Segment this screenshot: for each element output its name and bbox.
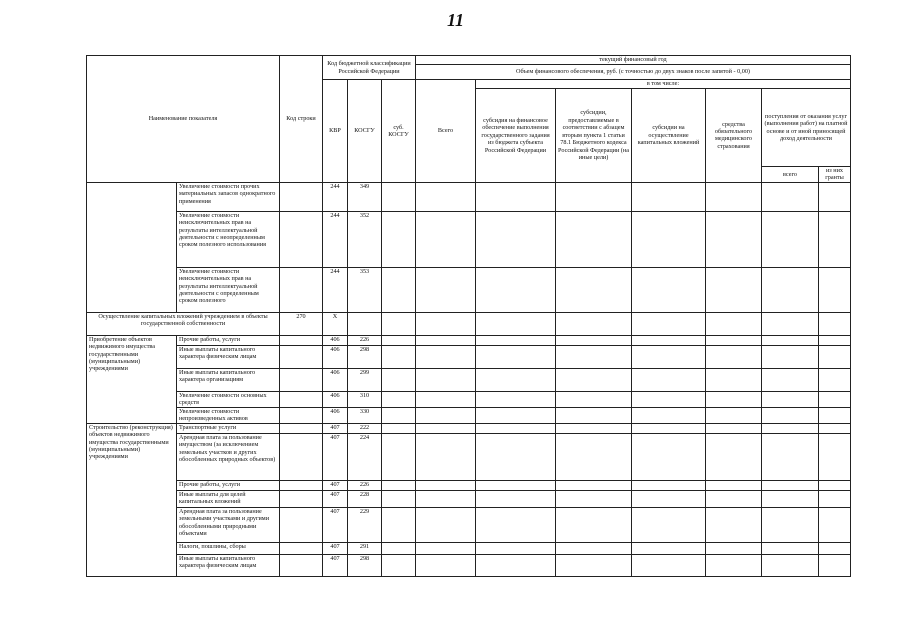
row-kosgu: 228 <box>348 490 382 507</box>
row-kosgu: 226 <box>348 335 382 345</box>
header-grants: из них гранты <box>819 167 851 183</box>
row-name: Иные выплаты капитального характера физическим лицам <box>177 554 280 576</box>
row-kosgu: 349 <box>348 182 382 211</box>
row-name: Арендная плата за пользование земельными участками и другими обособленными природными объектами <box>177 507 280 542</box>
row-name: Увеличение стоимости непроизведенных активов <box>177 407 280 423</box>
row-kosgu: 353 <box>348 267 382 312</box>
header-oms-funds: средства обязательного медицинского страхования <box>706 89 762 183</box>
row-kosgu: 222 <box>348 423 382 433</box>
page-number: 11 <box>447 10 465 30</box>
header-budget-code: Код бюджетной классификации Российской Федерации <box>323 56 416 80</box>
row-kosgu: 310 <box>348 391 382 407</box>
row-name: Иные выплаты капитального характера физическим лицам <box>177 345 280 368</box>
header-code-row: Код строки <box>280 56 323 183</box>
row-kvr: 406 <box>323 368 348 391</box>
row-name: Увеличение стоимости неисключительных прав на результаты интеллектуальной деятельности с определенным сроком полезного <box>177 267 280 312</box>
row-kvr: 406 <box>323 391 348 407</box>
header-sub-kosgu: суб. КОСГУ <box>382 80 416 183</box>
header-subsidy-capital: субсидии на осуществление капитальных вложений <box>632 89 706 183</box>
row-kvr: 244 <box>323 182 348 211</box>
row-kvr: 407 <box>323 423 348 433</box>
row-kvr: 407 <box>323 507 348 542</box>
header-volume: Объем финансового обеспечения, руб. (с точностью до двух знаков после запятой - 0,00) <box>416 65 851 80</box>
header-kosgu: КОСГУ <box>348 80 382 183</box>
header-subsidy-78: субсидии, предоставляемые в соответствии с абзацем вторым пункта 1 статьи 78.1 Бюджетного кодекса Российской Федерации (на иные цели) <box>556 89 632 183</box>
row-kvr: 406 <box>323 335 348 345</box>
row-name: Увеличение стоимости основных средств <box>177 391 280 407</box>
row-kvr: 244 <box>323 211 348 267</box>
row-kvr: 407 <box>323 490 348 507</box>
row-kosgu: 224 <box>348 433 382 480</box>
group-cell-continuation <box>87 182 177 312</box>
row-name: Транспортные услуги <box>177 423 280 433</box>
capital-row-code: 270 <box>280 312 323 335</box>
row-kosgu: 352 <box>348 211 382 267</box>
header-income-paid: поступления от оказания услуг (выполнения работ) на платной основе и от иной приносящей доход деятельности <box>762 89 851 167</box>
row-kosgu: 291 <box>348 542 382 554</box>
header-name: Наименование показателя <box>87 56 280 183</box>
row-kvr: 407 <box>323 480 348 490</box>
row-name: Увеличение стоимости неисключительных прав на результаты интеллектуальной деятельности с неопределенным сроком полезного использования <box>177 211 280 267</box>
row-name: Иные выплаты для целей капитальных вложений <box>177 490 280 507</box>
row-name: Иные выплаты капитального характера организациям <box>177 368 280 391</box>
header-in-that-number: в том числе: <box>476 80 851 89</box>
header-current-year: текущий финансовый год <box>416 56 851 65</box>
capital-row-name: Осуществление капитальных вложений учреждением в объекты государственной собственности <box>87 312 280 335</box>
row-kosgu: 226 <box>348 480 382 490</box>
row-kvr: 244 <box>323 267 348 312</box>
group-b-label: Строительство (реконструкция) объектов недвижимого имущества государственными (муниципальными) учреждениями <box>87 423 177 576</box>
row-name: Прочие работы, услуги <box>177 480 280 490</box>
row-name: Налоги, пошлины, сборы <box>177 542 280 554</box>
group-a-label: Приобретение объектов недвижимого имущества государственными (муниципальными) учреждениями <box>87 335 177 423</box>
row-kvr: 407 <box>323 433 348 480</box>
header-all: всего <box>762 167 819 183</box>
row-kosgu: 298 <box>348 554 382 576</box>
capital-row-kvr: X <box>323 312 348 335</box>
row-kvr: 407 <box>323 554 348 576</box>
row-kvr: 406 <box>323 407 348 423</box>
row-name: Увеличение стоимости прочих материальных запасов однократного применения <box>177 182 280 211</box>
row-kosgu: 330 <box>348 407 382 423</box>
row-kvr: 407 <box>323 542 348 554</box>
row-name: Арендная плата за пользование имуществом (за исключением земельных участков и других обособленных природных объектов) <box>177 433 280 480</box>
row-kosgu: 298 <box>348 345 382 368</box>
header-subsidy-state-task: субсидия на финансовое обеспечение выполнения государственного задания из бюджета субъекта Российской Федерации <box>476 89 556 183</box>
row-name: Прочие работы, услуги <box>177 335 280 345</box>
row-kosgu: 229 <box>348 507 382 542</box>
financial-table <box>86 55 851 577</box>
header-total: Всего <box>416 80 476 183</box>
header-kvr: КВР <box>323 80 348 183</box>
row-kosgu: 299 <box>348 368 382 391</box>
row-kvr: 406 <box>323 345 348 368</box>
